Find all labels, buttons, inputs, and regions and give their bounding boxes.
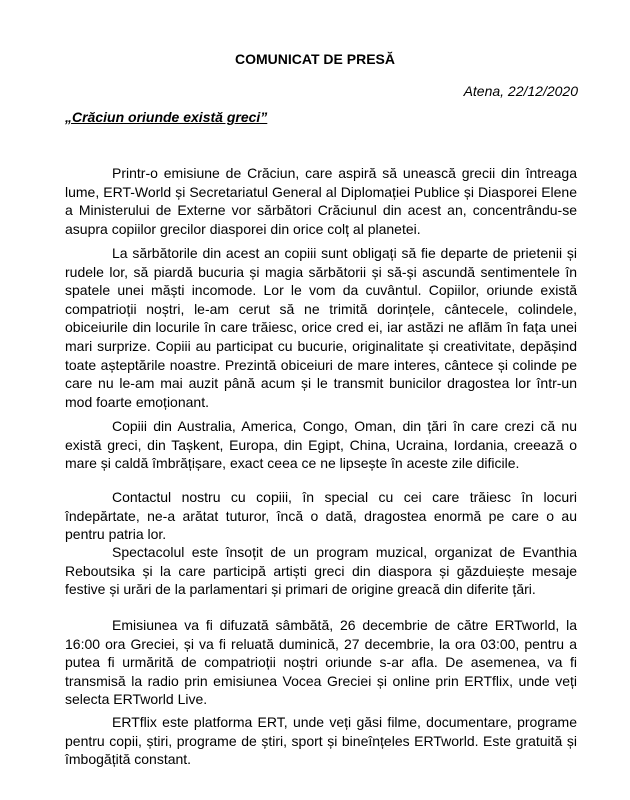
- dateline: Atena, 22/12/2020: [463, 83, 578, 99]
- body-paragraph-7: ERTflix este platforma ERT, unde veți găsi filme, documentare, programe pentru copii, știri, programe de știri, sport și bineînțeles ERTworld. Este gratuită și îmbogățită constant.: [65, 714, 577, 768]
- document-title: COMUNICAT DE PRESĂ: [235, 51, 395, 67]
- body-paragraph-5: Spectacolul este însoțit de un program muzical, organizat de Evanthia Reboutsika și la care participă artiști greci din diaspora și găzduiește mesaje festive și urări de la parlamentari și primari de origine greacă din diferite țări.: [65, 544, 577, 598]
- body-paragraph-4: Contactul nostru cu copiii, în special cu cei care trăiesc în locuri îndepărtate, ne-a arătat tuturor, încă o dată, dragostea enormă pe care o au pentru patria lor.: [65, 489, 577, 543]
- body-paragraph-2: La sărbătorile din acest an copiii sunt obligați să fie departe de prietenii și rudele lor, să piardă bucuria și magia sărbătorii și să-și ascundă sentimentele în spatele unei măști incomode. Lor le vom da cuvântul. Copiilor, oriunde există compatrioții noștri, le-am cerut să ne trimită dorințele, cântecele, colindele, obiceiurile din locurile în care trăiesc, orice cred ei, iar astăzi ne aflăm în fața unei mari surprize. Copiii au participat cu bucurie, originalitate și creativitate, depășind toate așteptările noastre. Prezintă obiceiuri de mare interes, cântece și colinde pe care nu le-am mai auzit până acum și le transmit bunicilor dragostea lor într-un mod foarte emoționant.: [65, 245, 577, 410]
- body-paragraph-3: Copiii din Australia, America, Congo, Oman, din țări în care crezi că nu există greci, din Tașkent, Europa, din Egipt, China, Ucraina, Iordania, creează o mare și caldă îmbrățișare, exact ceea ce ne lipsește în aceste zile dificile.: [65, 418, 577, 472]
- headline: „Crăciun oriunde există greci”: [65, 109, 268, 125]
- body-paragraph-6: Emisiunea va fi difuzată sâmbătă, 26 decembrie de către ERTworld, la 16:00 ora Greciei, și va fi reluată duminică, 27 decembrie, la ora 03:00, pentru a putea fi urmărită de compatrioții noștri oriunde s-ar afla. De asemenea, va fi transmisă la radio prin emisiunea Vocea Greciei și online prin ERTflix, unde veți selecta ERTworld Live.: [65, 617, 577, 708]
- body-paragraph-1: Printr-o emisiune de Crăciun, care aspiră să unească grecii din întreaga lume, ERT-World și Secretariatul General al Diplomației Publice și Diasporei Elene a Ministerului de Externe vor sărbători Crăciunul din acest an, concentrându-se asupra copiilor grecilor diasporei din orice colț al planetei.: [65, 165, 577, 237]
